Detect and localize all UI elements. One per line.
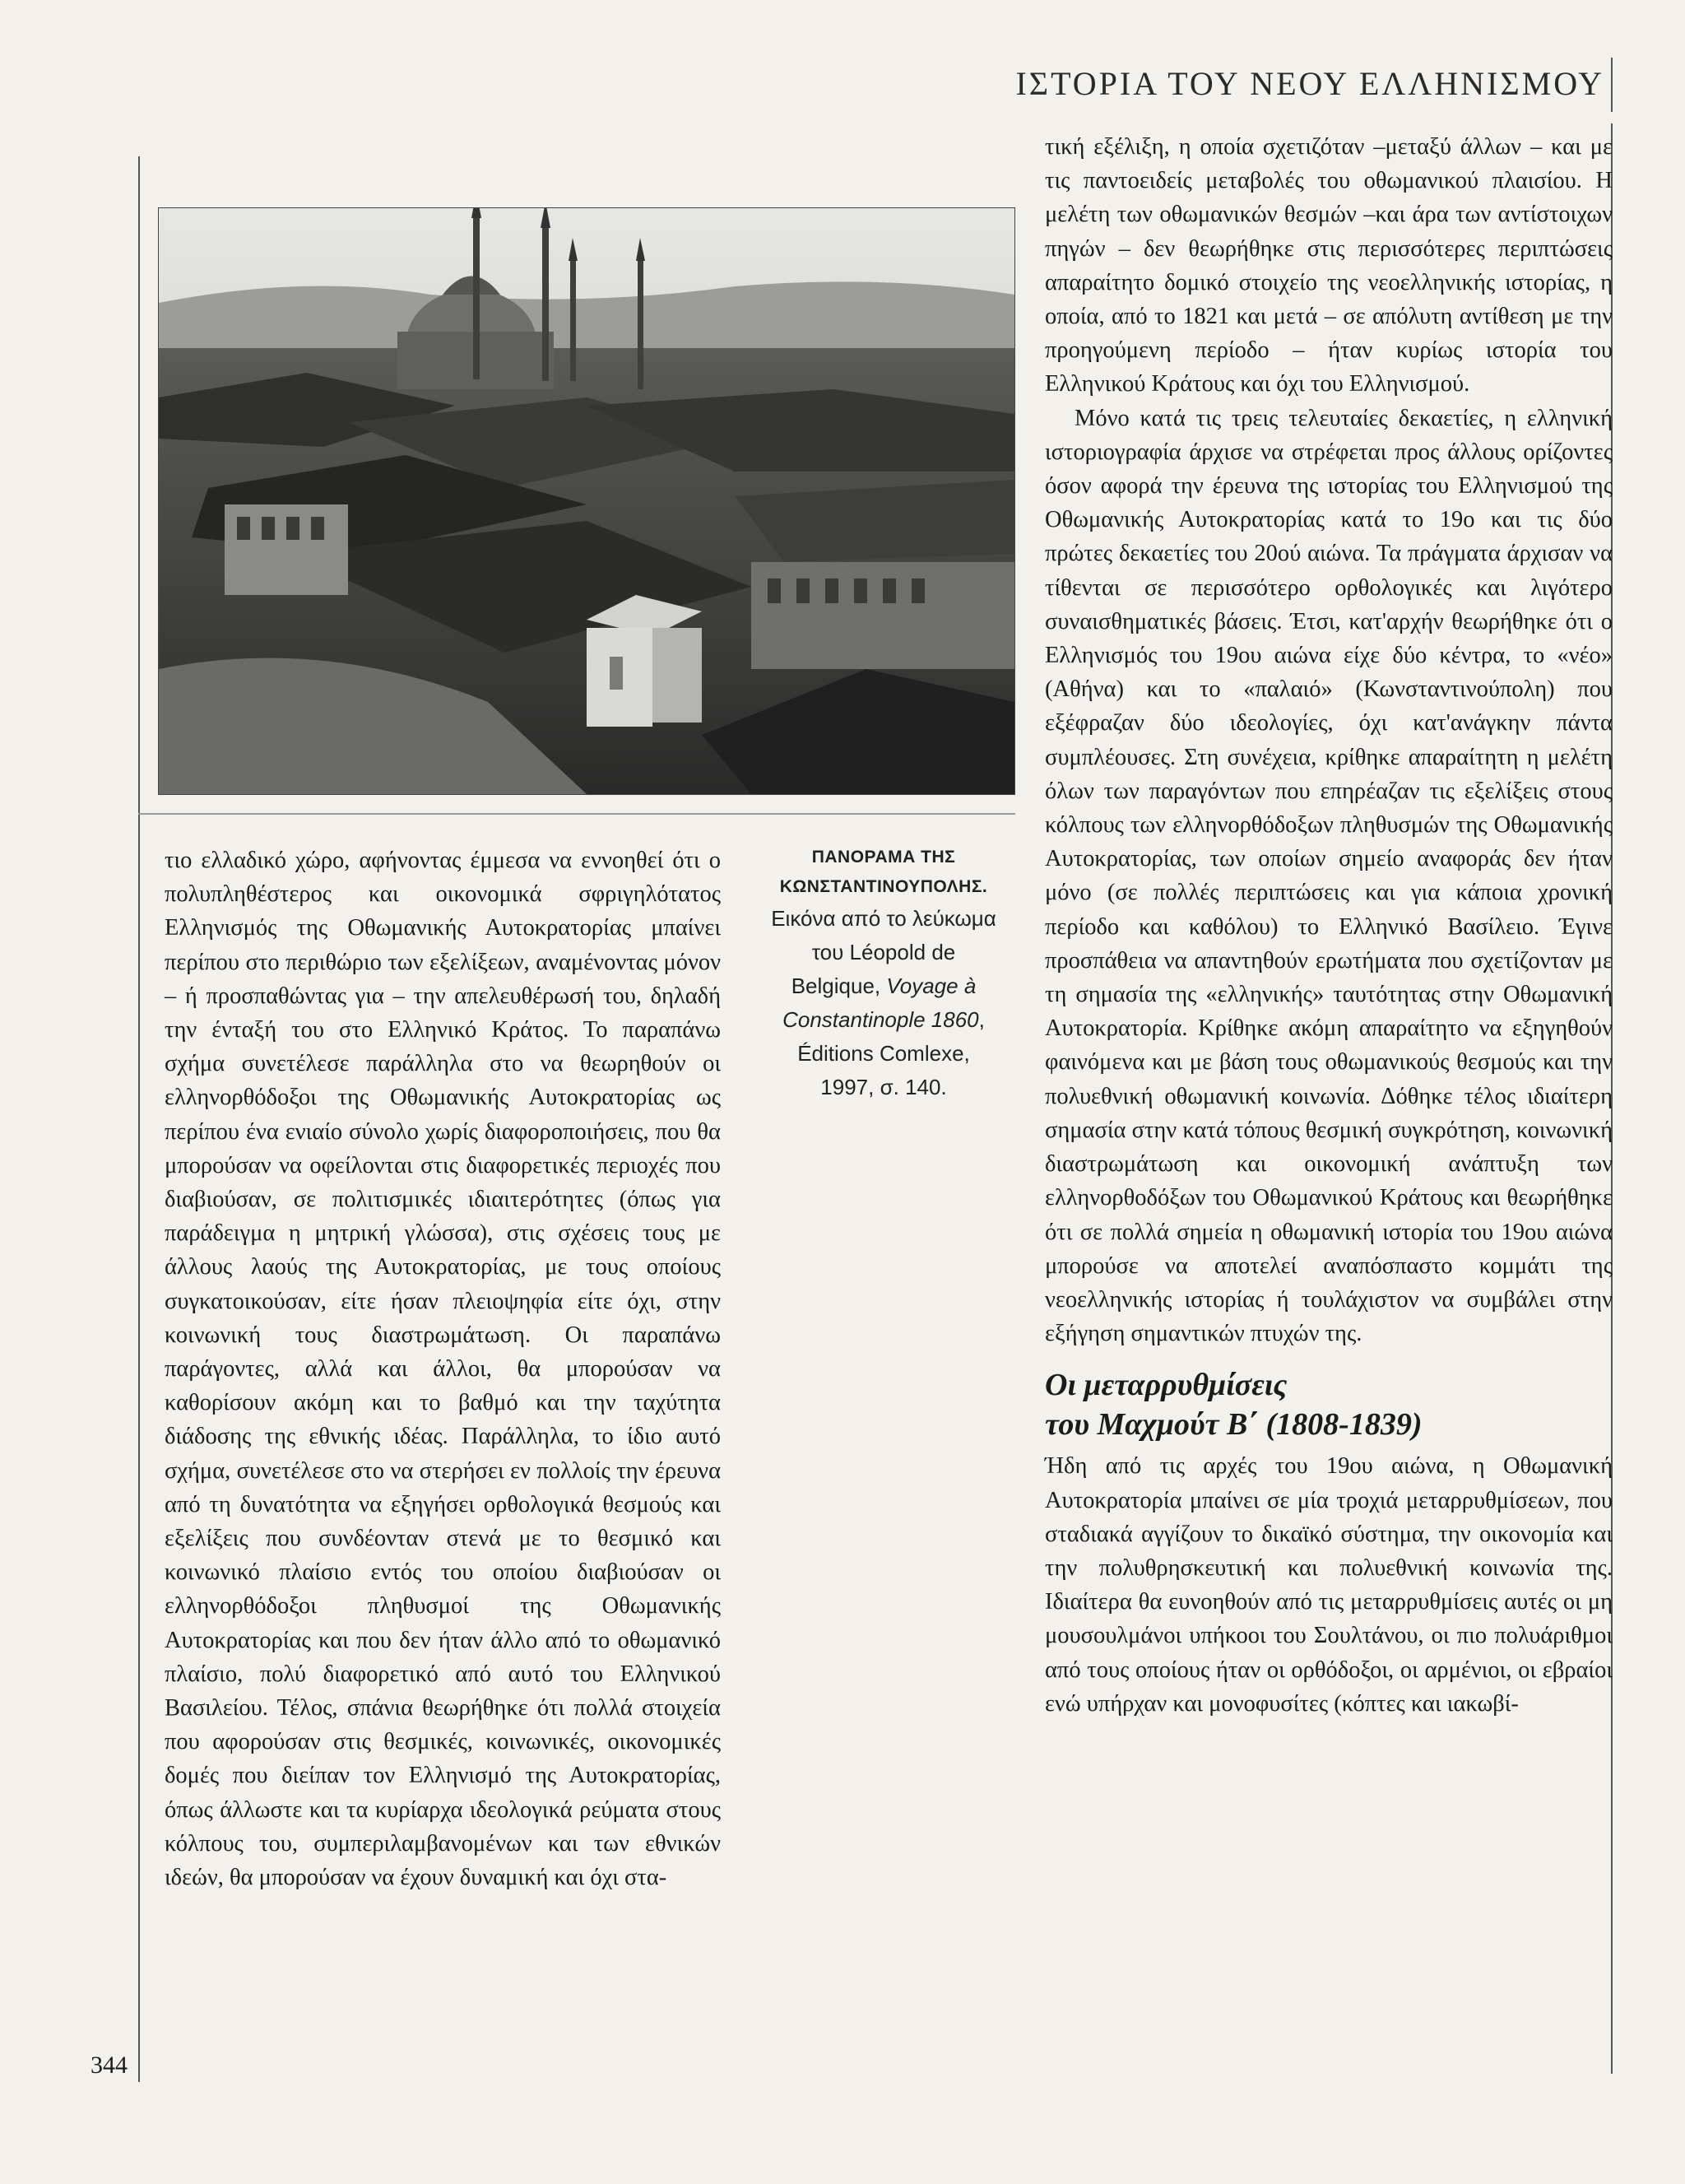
section-heading xyxy=(1045,1365,1613,1444)
body-paragraph: τιο ελλαδικό χώρο, αφήνοντας έμμεσα να εννοηθεί ότι ο πολυπληθέστερος και οικονομικά σφριγηλότατος Ελληνισμός της Οθωμανικής Αυτοκρατορίας μπαίνει περίπου στο περιθώριο των εξελίξεων, αναμένοντας μόνον – ή προσπαθώντας για – την απελευθέρωσή του, δηλαδή την ένταξή του στο Ελληνικό Κράτος. Το παραπάνω σχήμα συνετέλεσε παράλληλα στο να θεωρηθούν οι ελληνορθόδοξοι της Οθωμανικής Αυτοκρατορίας ως περίπου ένα ενιαίο σύνολο χωρίς διαφοροποιήσεις, που θα μπορούσαν να οφείλονται στις διαφορετικές περιοχές που διαβιούσαν, σε πολιτισμικές ιδιαιτερότητες (όπως για παράδειγμα η μητρική γλώσσα), στις σχέσεις τους με άλλους λαούς της Αυτοκρατορίας, με τους οποίους συγκατοικούσαν, είτε ήσαν πλειοψηφία είτε όχι, στην κοινωνική τους διαστρωμάτωση. Οι παραπάνω παράγοντες, αλλά και άλλοι, θα μπορούσαν να καθορίσουν ακόμη και το βαθμό και την ταχύτητα διάδοσης της εθνικής ιδέας. Παράλληλα, το ίδιο αυτό σχήμα, συνετέλεσε στο να στερήσει εν πολλοίς την έρευνα από τη δυνατότητα να εξηγήσει ορθολογικά θεσμούς και εξελίξεις που συνδέονταν στενά με το θεσμικό και κοινωνικό πλαίσιο εντός του οποίου διαβιούσαν οι ελληνορθόδοξοι πληθυσμοί της Οθωμανικής Αυτοκρατορίας και που δεν ήταν άλλο από το οθωμανικό πλαίσιο, πολύ διαφορετικό από αυτό του Ελληνικού Βασιλείου. Τέλος, σπάνια θεωρήθηκε ότι πολλά στοιχεία που αφορούσαν στις θεσμικές, κοινωνικές, οικονομικές δομές που διείπαν τον Ελληνισμό της Αυτοκρατορίας, όπως άλλωστε και τα κυρίαρχα ιδεολογικά ρεύματα στους κόλπους του, συμπεριλαμβανομένων και των εθνικών ιδεών, θα μπορούσαν να έχουν δυναμική και όχι στα- xyxy=(165,848,721,1891)
caption-line: Éditions Comlexe, xyxy=(797,1041,970,1066)
section-heading-line2: του Μαχμούτ Β΄ (1808-1839) xyxy=(1045,1407,1423,1443)
header-rule xyxy=(1611,58,1613,112)
body-paragraph: Μόνο κατά τις τρεις τελευταίες δεκαετίες, η ελληνική ιστοριογραφία άρχισε να στρέφεται προς άλλους ορίζοντες όσον αφορά την έρευνα της ιστορίας του Ελληνισμού της Οθωμανικής Αυτοκρατορίας κατά το 19ο και τις δύο πρώτες δεκαετίες του 20ού αιώνα. Τα πράγματα άρχισαν να τίθενται σε περισσότερο ορθολογικές και λιγότερο συναισθηματικές βάσεις. Έτσι, κατ'αρχήν θεωρήθηκε ότι ο Ελληνισμός του 19ου αιώνα είχε δύο κέντρα, το «νέο» (Αθήνα) και το «παλαιό» (Κωνσταντινούπολη) που εξέφραζαν δύο ιδεολογίες, όχι κατ'ανάγκην πάντα συμπλέουσες. Στη συνέχεια, κρίθηκε απαραίτητη η μελέτη όλων των παραγόντων που επηρέαζαν τις εξελίξεις στους κόλπους των ελληνορθόδοξων πληθυσμών της Οθωμανικής Αυτοκρατορίας, των οποίων σημείο αναφοράς δεν ήταν μόνο (σε πολλές περιπτώσεις και για κάποια χρονική περίοδο και καθόλου) το Ελληνικό Βασίλειο. Έγινε προσπάθεια να απαντηθούν ερωτήματα που σχετίζονταν με τη σημασία της «ελληνικής» ταυτότητας στην Οθωμανική Αυτοκρατορία. Κρίθηκε ακόμη απαραίτητο να εξηγηθούν φαινόμενα και με βάση τους οθωμανικούς θεσμούς και την πολυεθνική οθωμανική κοινωνία. Δόθηκε τέλος ιδιαίτερη σημασία στην κατά τόπους θεσμική συγκρότηση, κοινωνική διαστρωμάτωση και οικονομική ανάπτυξη των ελληνορθοδόξων του Οθωμανικού Κράτους και θεωρήθηκε ότι σε πολλά σημεία η οθωμανική ιστορία του 19ου αιώνα μπορούσε να αποτελεί αναπόσπαστο κομμάτι της νεοελληνικής ιστορίας ή τουλάχιστον να συμβάλει στην εξήγηση σημαντικών πτυχών της. xyxy=(1045,405,1613,1347)
caption-line: Belgique, xyxy=(791,974,887,998)
page-number: 344 xyxy=(91,2052,128,2079)
caption-title-line2: ΚΩΝΣΤΑΝΤΙΝΟΥΠΟΛΗΣ. xyxy=(779,877,988,896)
figure-caption xyxy=(744,843,1024,1104)
caption-title xyxy=(744,843,1024,902)
caption-book-title: Constantinople 1860 xyxy=(782,1007,979,1032)
caption-line: , xyxy=(978,1007,985,1032)
section-heading-line1: Οι μεταρρυθμίσεις xyxy=(1045,1368,1288,1403)
photo-bottom-rule xyxy=(138,813,1015,815)
caption-book-title: Voyage à xyxy=(886,974,977,998)
caption-title-line1: ΠΑΝΟΡΑΜΑ ΤΗΣ xyxy=(811,848,956,867)
left-margin-rule xyxy=(138,156,140,2082)
left-text-column xyxy=(165,843,721,1894)
body-paragraph: Ήδη από τις αρχές του 19ου αιώνα, η Οθωμανική Αυτοκρατορία μπαίνει σε μία τροχιά μεταρρυθμίσεων, που σταδιακά αγγίζουν το δικαϊκό σύστημα, την οικονομία και την πολυθρησκευτική και πολυεθνική κοινωνία της. Ιδιαίτερα θα ευνοηθούν από τις μεταρρυθμίσεις αυτές οι μη μουσουλμάνοι υπήκοοι του Σουλτάνου, οι πιο πολυάριθμοι από τους οποίους ήταν οι ορθόδοξοι, οι αρμένιοι, οι εβραίοι ενώ υπήρχαν και μονοφυσίτες (κόπτες και ιακωβί- xyxy=(1045,1453,1613,1717)
caption-line: 1997, σ. 140. xyxy=(820,1075,947,1099)
caption-line: Εικόνα από το λεύκωμα xyxy=(771,906,996,931)
running-head: ΙΣΤΟΡΙΑ ΤΟΥ ΝΕΟΥ ΕΛΛΗΝΙΣΜΟΥ xyxy=(1015,65,1604,102)
right-text-column xyxy=(1045,130,1613,1721)
caption-body xyxy=(744,902,1024,1104)
caption-line: του Léopold de xyxy=(811,940,956,964)
constantinople-panorama-photo xyxy=(158,207,1015,795)
body-paragraph: τική εξέλιξη, η οποία σχετιζόταν –μεταξύ άλλων – και με τις παντοειδείς μεταβολές του οθωμανικού πλαισίου. Η μελέτη των οθωμανικών θεσμών –και άρα των αντίστοιχων πηγών – δεν θεωρήθηκε στις περισσότερες περιπτώσεις απαραίτητο δομικό στοιχείο της νεοελληνικής ιστορίας, η οποία, από το 1821 και μετά – σε απόλυτη αντίθεση με την προηγούμενη περίοδο – ήταν κυρίως ιστορία του Ελληνικού Κράτους και όχι του Ελληνισμού. xyxy=(1045,134,1613,397)
